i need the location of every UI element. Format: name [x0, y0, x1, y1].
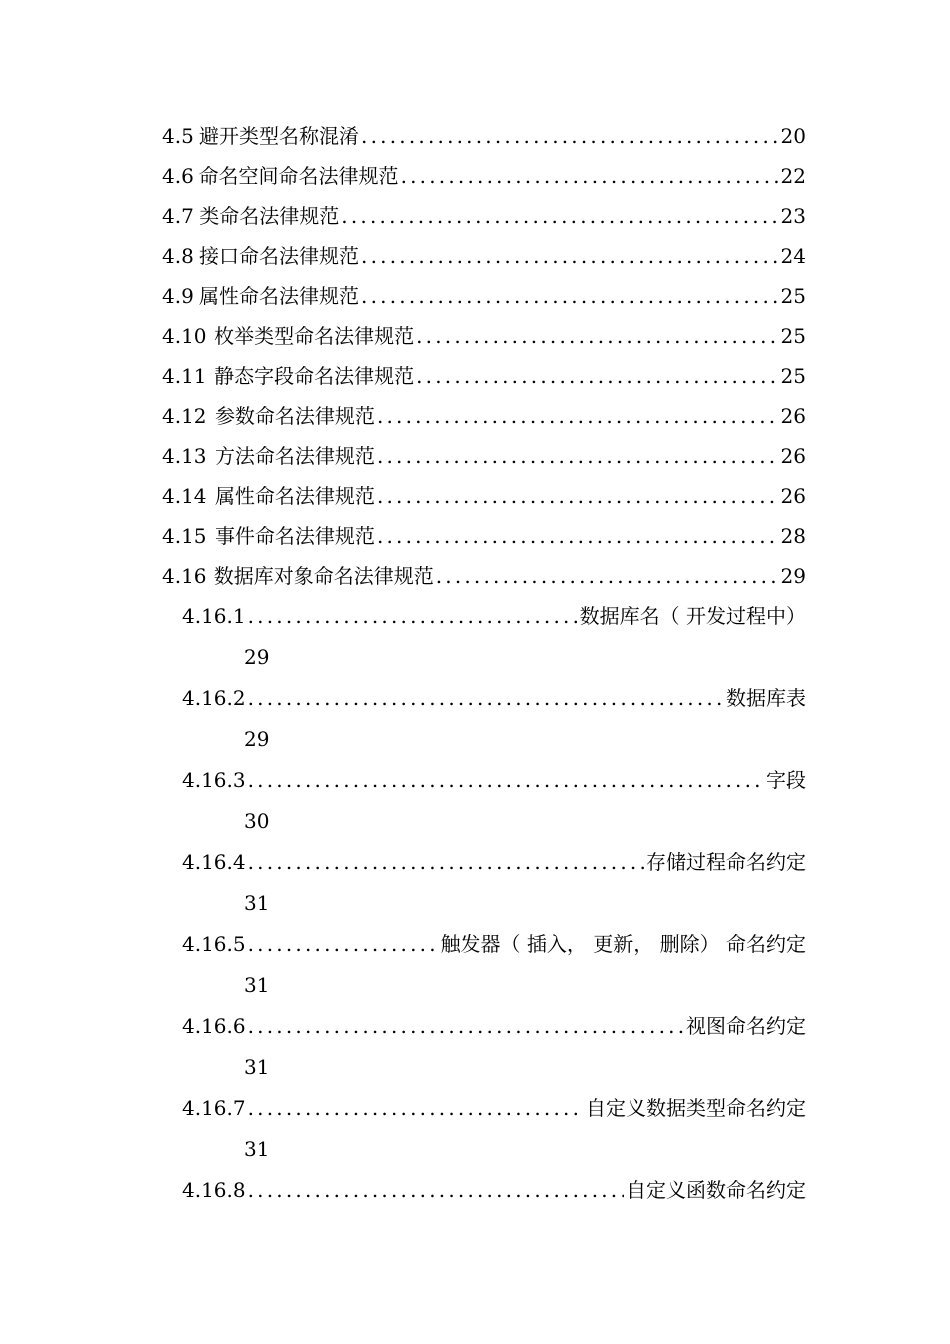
toc-entry-page: 26: [780, 404, 806, 428]
toc-entry-title: 命名空间命名法律规范: [198, 164, 399, 188]
toc-entry-page: 28: [780, 524, 806, 548]
toc-subentry-page: 30: [244, 809, 270, 833]
toc-entry-title: 接口命名法律规范: [199, 244, 360, 268]
dot-leader: [361, 236, 779, 276]
toc-subentry[interactable]: [182, 1170, 806, 1211]
toc-subentry-title: 自定义数据类型命名约定: [586, 1096, 806, 1120]
toc-entry-page: 20: [780, 124, 806, 148]
dot-leader: [248, 596, 578, 637]
toc-entry-number: 4.6: [162, 164, 194, 188]
dot-leader: [401, 156, 779, 196]
toc-entry-page: 25: [780, 284, 806, 308]
dot-leader: [361, 276, 779, 316]
toc-entry-title: 数据库对象命名法律规范: [213, 564, 434, 588]
toc-subentry-page: 29: [244, 645, 270, 669]
toc-entry[interactable]: [162, 396, 806, 436]
dot-leader: [248, 760, 764, 801]
toc-subentry-number: 4.16.6: [182, 1014, 246, 1038]
toc-subentry-title: 存储过程命名约定: [646, 850, 806, 874]
toc-entry-number: 4.11: [162, 364, 207, 388]
toc-entry[interactable]: [162, 556, 806, 596]
table-of-contents: [0, 116, 950, 1211]
toc-entry-page: 22: [780, 164, 806, 188]
dot-leader: [377, 476, 779, 516]
dot-leader: [341, 196, 778, 236]
toc-subentry-page: 31: [244, 1137, 270, 1161]
toc-subentry[interactable]: [182, 924, 806, 965]
toc-subentry-number: 4.16.2: [182, 686, 246, 710]
dot-leader: [377, 396, 779, 436]
toc-subentry-number: 4.16.8: [182, 1178, 246, 1202]
toc-subentry-title: 自定义函数命名约定: [626, 1178, 806, 1202]
toc-entry-page: 25: [780, 364, 806, 388]
toc-entry[interactable]: [162, 116, 806, 156]
toc-entry-number: 4.12: [162, 404, 207, 428]
toc-entry-title: 方法命名法律规范: [214, 444, 375, 468]
toc-entry-page: 26: [780, 444, 806, 468]
toc-entry-number: 4.13: [162, 444, 207, 468]
toc-subentry-number: 4.16.4: [182, 850, 246, 874]
toc-subentry-page: 31: [244, 973, 270, 997]
toc-subentry-page: 29: [244, 727, 270, 751]
toc-entry[interactable]: [162, 436, 806, 476]
toc-entry-number: 4.8: [162, 244, 194, 268]
dot-leader: [416, 316, 778, 356]
toc-entry-number: 4.5: [162, 124, 194, 148]
toc-entry-page: 24: [780, 244, 806, 268]
dot-leader: [248, 842, 644, 883]
toc-entry[interactable]: [162, 516, 806, 556]
toc-subentry-title: 数据库名（ 开发过程中）: [579, 604, 806, 628]
toc-entry-page: 29: [780, 564, 806, 588]
toc-subentry[interactable]: [182, 1006, 806, 1047]
toc-entry-number: 4.10: [162, 324, 207, 348]
toc-subentry-number: 4.16.7: [182, 1096, 246, 1120]
toc-entry-title: 枚举类型命名法律规范: [214, 324, 415, 348]
toc-subentry-page: 31: [244, 1055, 270, 1079]
toc-subentry-title: 字段: [766, 768, 806, 792]
toc-subentry-page: 31: [244, 891, 270, 915]
toc-entry-title: 属性命名法律规范: [199, 284, 360, 308]
toc-entry-title: 事件命名法律规范: [214, 524, 375, 548]
dot-leader: [248, 678, 724, 719]
toc-entry-number: 4.16: [162, 564, 207, 588]
dot-leader: [377, 436, 779, 476]
toc-entry-page: 23: [780, 204, 806, 228]
dot-leader: [361, 116, 779, 156]
toc-subentry-number: 4.16.1: [182, 604, 246, 628]
toc-entry[interactable]: [162, 356, 806, 396]
toc-subentry-number: 4.16.3: [182, 768, 246, 792]
dot-leader: [248, 1170, 624, 1211]
toc-entry-title: 属性命名法律规范: [214, 484, 375, 508]
dot-leader: [248, 1088, 584, 1129]
toc-entry-number: 4.15: [162, 524, 207, 548]
toc-entry[interactable]: [162, 196, 806, 236]
toc-entry-title: 参数命名法律规范: [214, 404, 375, 428]
toc-entry[interactable]: [162, 476, 806, 516]
toc-entry-page: 26: [780, 484, 806, 508]
toc-entry[interactable]: [162, 316, 806, 356]
toc-subentry-number: 4.16.5: [182, 932, 246, 956]
toc-entry[interactable]: [162, 236, 806, 276]
dot-leader: [377, 516, 779, 556]
toc-entry-title: 类命名法律规范: [199, 204, 340, 228]
toc-subentry[interactable]: [182, 596, 806, 637]
toc-subentry[interactable]: [182, 760, 806, 801]
toc-entry[interactable]: [162, 276, 806, 316]
dot-leader: [248, 924, 439, 965]
toc-entry-title: 静态字段命名法律规范: [214, 364, 415, 388]
toc-entry-page: 25: [780, 324, 806, 348]
toc-entry-title: 避开类型名称混淆: [199, 124, 360, 148]
toc-subentry-title: 触发器（ 插入， 更新， 删除） 命名约定: [440, 932, 806, 956]
toc-subentry[interactable]: [182, 842, 806, 883]
toc-subentry[interactable]: [182, 1088, 806, 1129]
dot-leader: [416, 356, 778, 396]
toc-entry-number: 4.9: [162, 284, 194, 308]
toc-entry[interactable]: [162, 156, 806, 196]
toc-subentry-title: 视图命名约定: [686, 1014, 806, 1038]
toc-subentry-title: 数据库表: [726, 686, 806, 710]
dot-leader: [248, 1006, 684, 1047]
toc-entry-number: 4.7: [162, 204, 194, 228]
toc-subentry[interactable]: [182, 678, 806, 719]
dot-leader: [436, 556, 779, 596]
toc-entry-number: 4.14: [162, 484, 207, 508]
